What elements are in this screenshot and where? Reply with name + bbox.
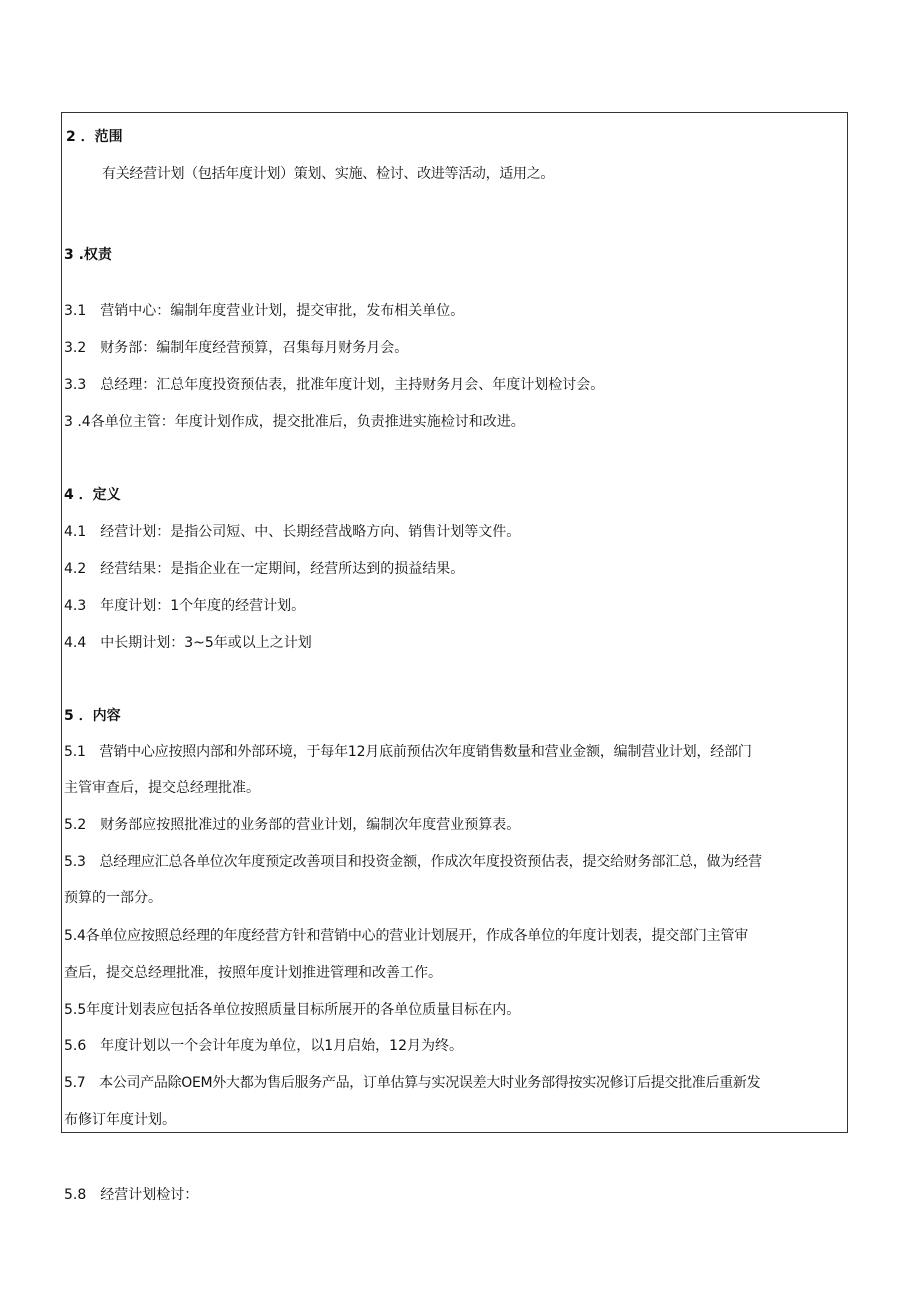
paragraph-line: 5.2 财务部应按照批准过的业务部的营业计划，编制次年度营业预算表。 xyxy=(64,817,521,833)
paragraph-line: 主管审查后，提交总经理批准。 xyxy=(64,780,260,796)
list-item: 3.3 总经理：汇总年度投资预估表，批准年度计划，主持财务月会、年度计划检讨会。 xyxy=(64,377,605,393)
list-item: 5.8 经营计划检讨： xyxy=(64,1187,199,1203)
list-item: 4.1 经营计划：是指公司短、中、长期经营战略方向、销售计划等文件。 xyxy=(64,524,521,540)
paragraph-line: 预算的一部分。 xyxy=(64,890,162,906)
paragraph-line: 5.1 营销中心应按照内部和外部环境，于每年12月底前预估次年度销售数量和营业金额，编制营业计划，经部门 xyxy=(64,744,752,760)
paragraph-line: 5.6 年度计划以一个会计年度为单位，以1月启始，12月为终。 xyxy=(64,1038,463,1054)
list-item: 4.3 年度计划：1个年度的经营计划。 xyxy=(64,598,306,614)
paragraph-line: 布修订年度计划。 xyxy=(64,1112,176,1128)
section-5-heading: 5 ．内容 xyxy=(64,708,121,724)
list-item: 3 .4各单位主管：年度计划作成，提交批准后，负责推进实施检讨和改进。 xyxy=(64,414,525,430)
list-item: 3.2 财务部：编制年度经营预算，召集每月财务月会。 xyxy=(64,340,409,356)
section-2-heading: 2 ．范围 xyxy=(66,129,123,145)
section-2-text: 有关经营计划（包括年度计划）策划、实施、检讨、改进等活动，适用之。 xyxy=(102,166,555,182)
section-4-heading: 4 ．定义 xyxy=(64,487,121,503)
paragraph-line: 5.4各单位应按照总经理的年度经营方针和营销中心的营业计划展开，作成各单位的年度计划表，提交部门主管审 xyxy=(64,928,749,944)
paragraph-line: 查后，提交总经理批准，按照年度计划推进管理和改善工作。 xyxy=(64,965,442,981)
list-item: 4.4 中长期计划：3~5年或以上之计划 xyxy=(64,635,312,651)
paragraph-line: 5.5年度计划表应包括各单位按照质量目标所展开的各单位质量目标在内。 xyxy=(64,1002,521,1018)
list-item: 3.1 营销中心：编制年度营业计划，提交审批，发布相关单位。 xyxy=(64,303,465,319)
section-3-heading: 3 .权责 xyxy=(64,247,112,263)
paragraph-line: 5.7 本公司产品除OEM外大都为售后服务产品，订单估算与实况误差大时业务部得按实况修订后提交批准后重新发 xyxy=(64,1075,761,1091)
list-item: 4.2 经营结果：是指企业在一定期间，经营所达到的损益结果。 xyxy=(64,561,465,577)
paragraph-line: 5.3 总经理应汇总各单位次年度预定改善项目和投资金额，作成次年度投资预估表，提交给财务部汇总，做为经营 xyxy=(64,854,762,870)
